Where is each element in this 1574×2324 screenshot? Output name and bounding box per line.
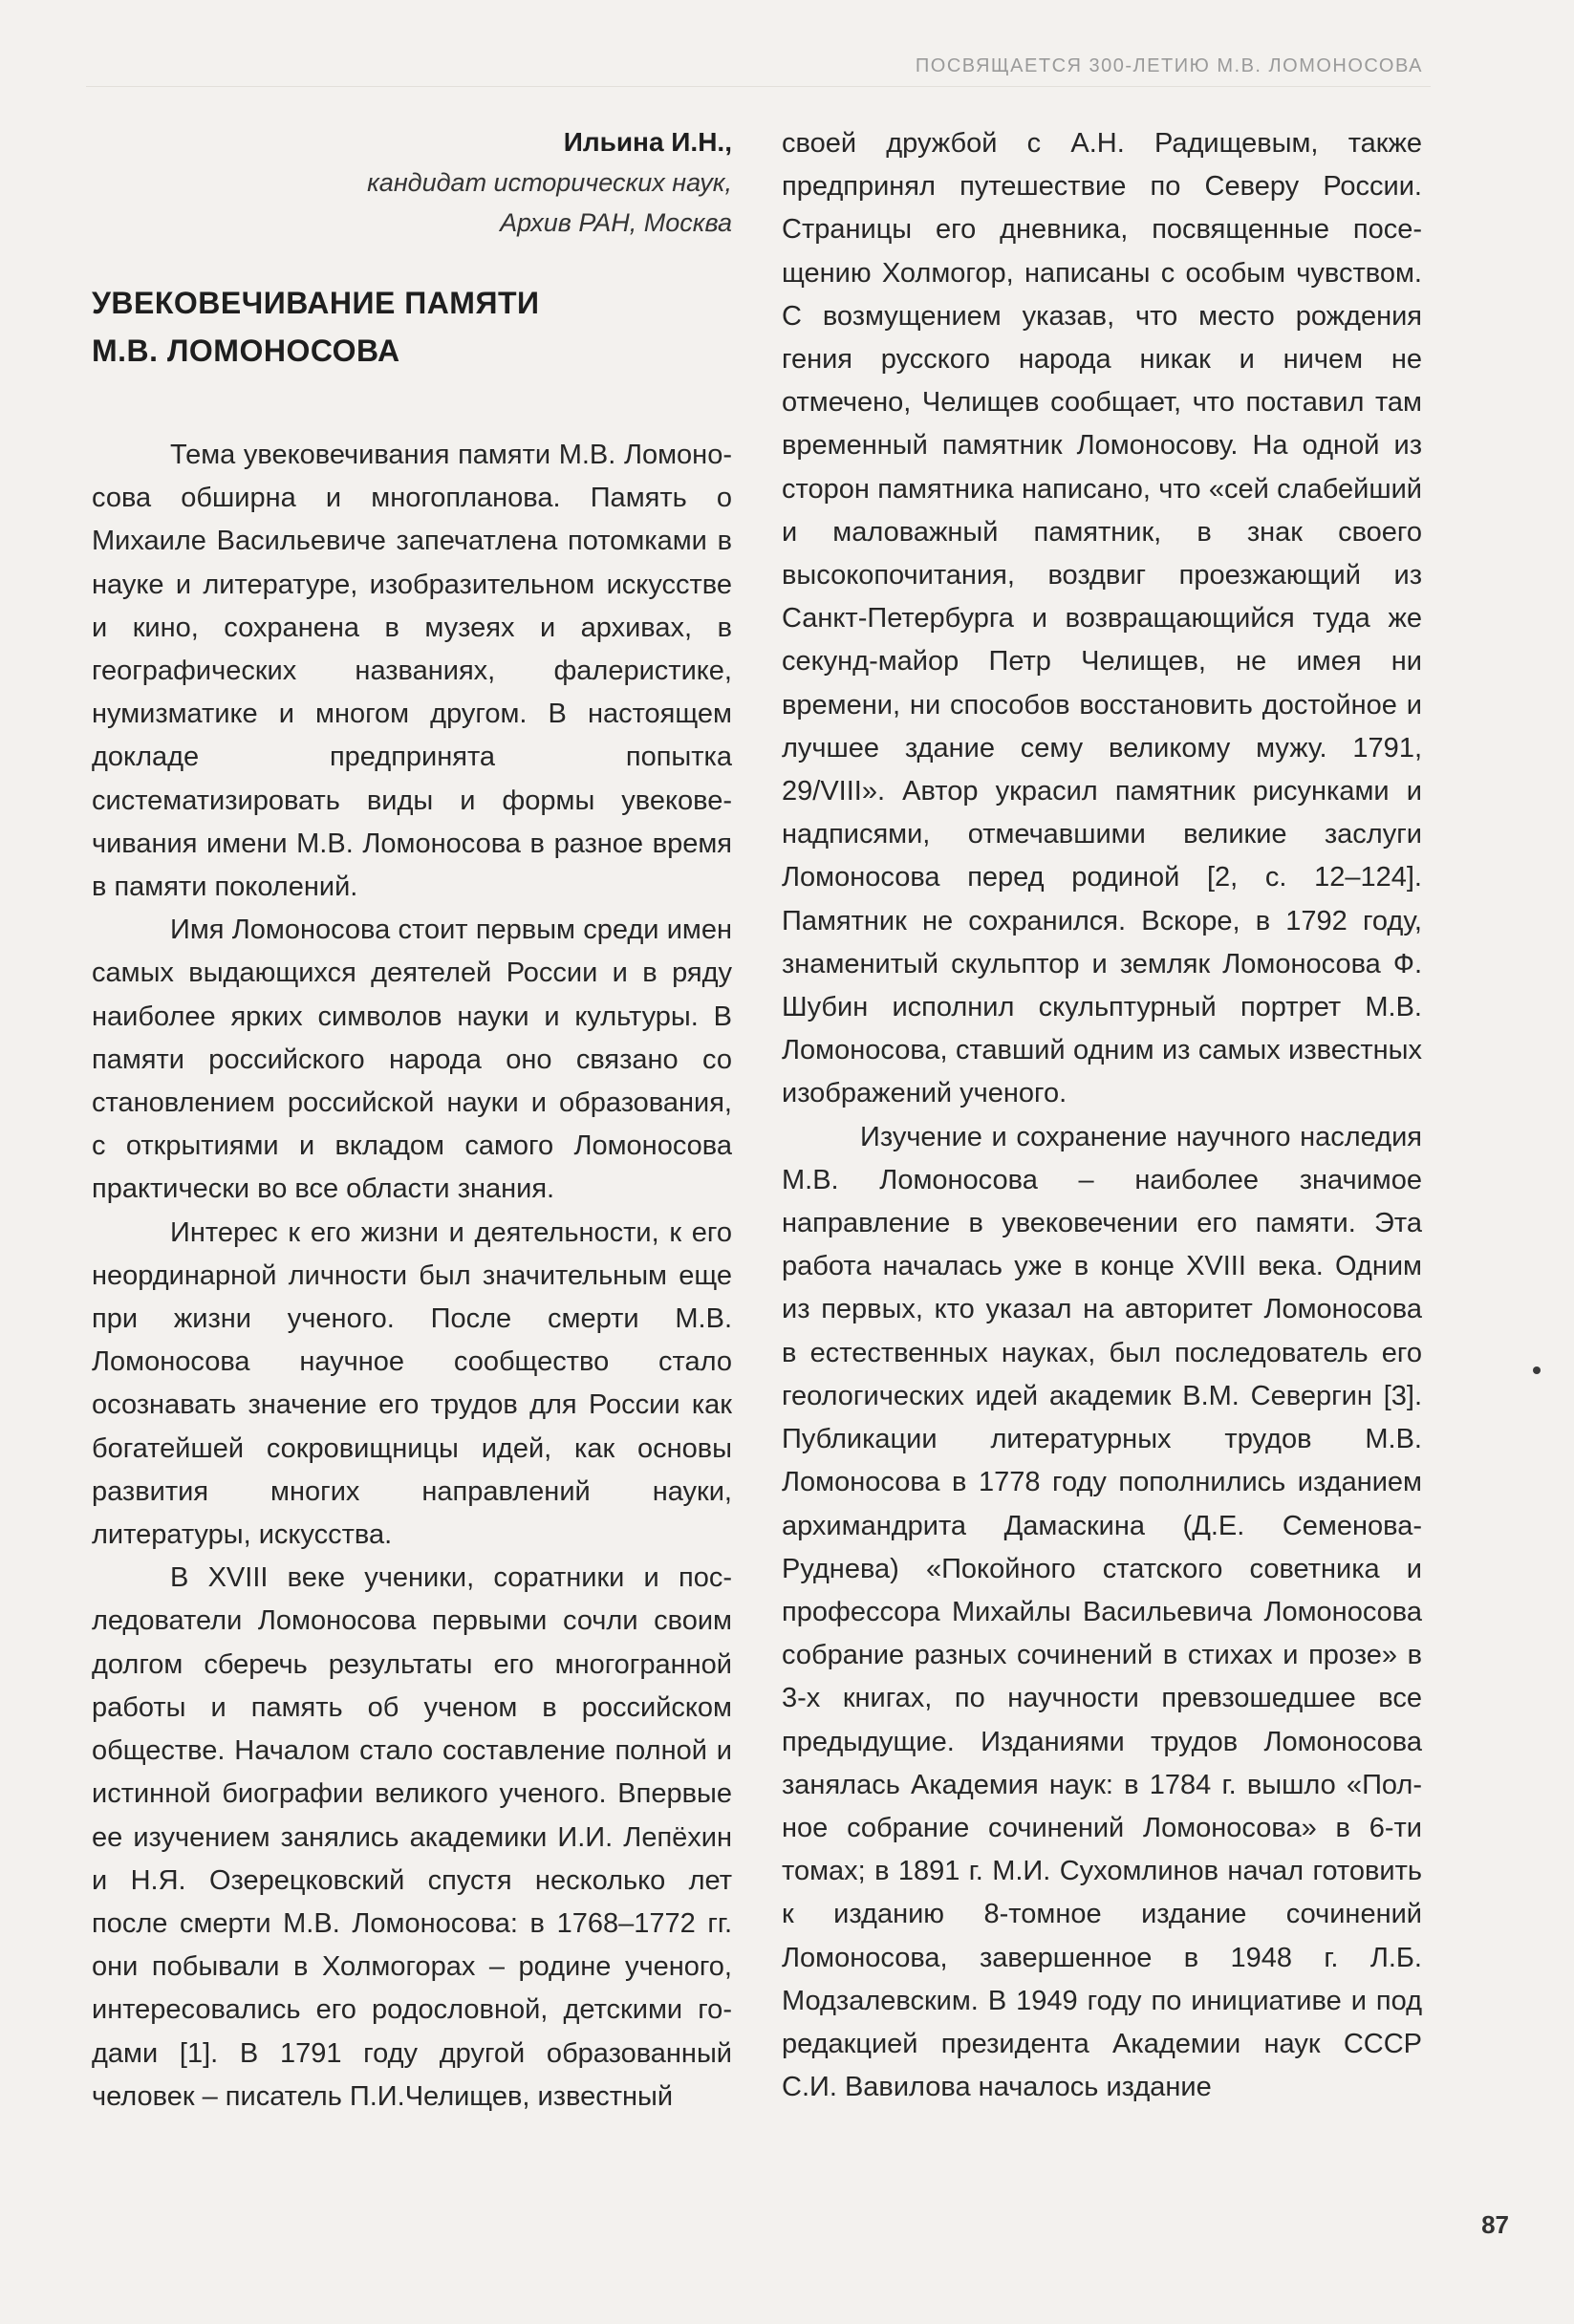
article-title-line-2: М.В. ЛОМОНОСОВА <box>92 334 400 368</box>
author-affiliation: Архив РАН, Москва <box>500 208 732 237</box>
author-name: Ильина И.Н., <box>563 127 732 157</box>
paragraph-4-start: В XVIII веке ученики, соратники и последователи Ломоносова первыми сочли своим долгом сберечь результаты его многогранной работы и память об ученом в российском обществе. Началом стало составление полной и истинной биографии великого ученого. Впервые ее изучением занялись академики И.И. Лепёхин и Н.Я. Озерецковский спустя несколько лет после смерти М.В. Ломоносова: в 1768–1772 гг. они побывали в Холмогорах – родине ученого, интересовались его родословной, детскими годами [1]. В 1791 году другой образованный человек – писатель П.И.Челищев, известный <box>92 1562 732 2112</box>
paragraph-2: Имя Ломоносова стоит первым среди имен самых выдающихся деятелей России и в ряду наиболее ярких символов науки и культуры. В памяти российского народа оно связано со становлением российской науки и образования, с открытиями и вкладом самого Ломоносова практически во все области знания. <box>92 915 732 1205</box>
scan-speck <box>1533 1366 1541 1374</box>
author-degree: кандидат исторических наук, <box>367 168 732 197</box>
running-header: ПОСВЯЩАЕТСЯ 300-ЛЕТИЮ М.В. ЛОМОНОСОВА <box>915 55 1423 76</box>
paragraph-5: Изучение и сохранение научного наследия М.В. Ломоносова – наиболее значимое направление в увековечении его памяти. Эта работа началась уже в конце XVIII века. Одним из первых, кто указал на авторитет Ломоносова в естественных науках, был последователь его геологических идей академик В.М. Севергин [3]. Публикации литературных трудов М.В. Ломоносова в 1778 году пополнились изданием архимандрита Дамаскина (Д.Е. Семенова-Руднева) «Покойного статского советника и профессора Михайлы Васильевича Ломоносова собрание разных сочинений в стихах и прозе» в 3-х книгах, по научности превзошедшее все предыдущие. Изданиями трудов Ломоносова занялась Академия наук: в 1784 г. вышло «Полное собрание сочинений Ломоносова» в 6-ти томах; в 1891 г. М.И. Сухомлинов начал готовить к изданию 8-томное издание сочинений Ломоносова, завершенное в 1948 г. Л.Б. Модзалевским. В 1949 году по инициативе и под редакцией президента Академии наук СССР С.И. Вавилова началось издание <box>782 1121 1422 2103</box>
paragraph-4-continued: своей дружбой с А.Н. Радищевым, также предпринял путешествие по Северу России. Страницы его дневника, посвященные посещению Холмогор, написаны с особым чувством. С возмущением указав, что место рождения гения русского народа никак и ничем не отмечено, Челищев сообщает, что поставил там временный памятник Ломоносову. На одной из сторон памятника написано, что «сей слабейший и маловажный памятник, в знак своего высокопочитания, воздвиг проезжающий из Санкт-Петербурга и возвращающийся туда же секунд-майор Петр Челищев, не имея ни времени, ни способов восстановить достойное и лучшее здание сему великому мужу. 1791, 29/VIII». Автор украсил памятник рисунками и надписями, отмечавшими великие заслуги Ломоносова перед родиной [2, с. 12–124]. Памятник не сохранился. Вскоре, в 1792 году, знаменитый скульптор и земляк Ломоносова Ф. Шубин исполнил скульптурный портрет М.В. Ломоносова, ставший одним из самых известных изображений ученого. <box>782 128 1422 1109</box>
header-rule <box>86 86 1431 87</box>
right-column <box>782 122 1422 2158</box>
author-block <box>92 122 732 243</box>
paragraph-3: Интерес к его жизни и деятельности, к его неординарной личности был значительным еще при жизни ученого. После смерти М.В. Ломоносова научное сообщество стало осознавать значение его трудов для России как богатейшей сокровищницы идей, как основы развития многих направлений науки, литературы, искусства. <box>92 1216 732 1551</box>
article-title <box>92 279 732 375</box>
article-title-line-1: УВЕКОВЕЧИВАНИЕ ПАМЯТИ <box>92 286 540 320</box>
left-column <box>92 122 732 2158</box>
page-number: 87 <box>1481 2210 1509 2239</box>
paragraph-1: Тема увековечивания памяти М.В. Ломоносова обширна и многопланова. Память о Михаиле Васильевиче запечатлена потомками в науке и литературе, изобразительном искусстве и кино, сохранена в музеях и архивах, в географических названиях, фалеристике, нумизматике и многом другом. В настоящем докладе предпринята попытка систематизировать виды и формы увековечивания имени М.В. Ломоносова в разное время в памяти поколений. <box>92 440 732 903</box>
